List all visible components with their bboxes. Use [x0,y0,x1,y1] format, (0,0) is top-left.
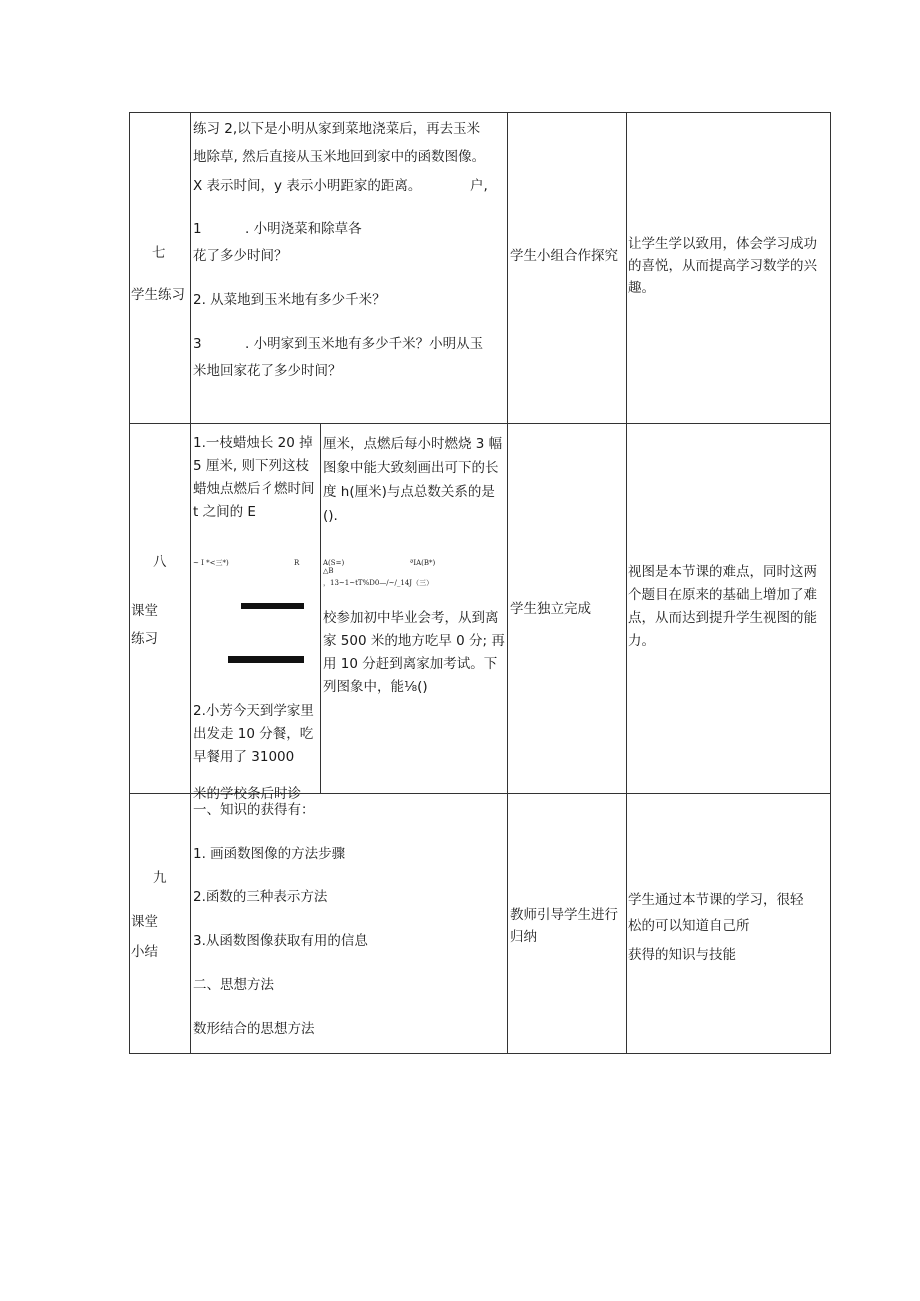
row8-label-line1: 课堂 [131,603,158,619]
row8-tiny-c: △B [323,567,334,575]
row7-q3-continuation: 米地回家花了多少时间？ [193,363,342,379]
row7-q3-number: 3 [193,336,202,352]
row8-question2-box [193,700,319,802]
row7-content-line3: X 表示时间，y 表示小明距家的距离。 [193,178,422,194]
row7-q1-text: . 小明浇菜和除草各 [245,221,362,237]
row7-label: 学生练习 [131,287,185,303]
row8-tiny-a: A(S=) [323,559,345,567]
col-divider-3 [626,112,627,1054]
row7-q3-text: . 小明家到玉米地有多少千米？小明从玉 [245,336,484,352]
row-divider-7-8 [129,423,831,424]
row9-activity: 教师引导学生进行归纳 [510,907,618,945]
row7-q1-continuation: 花了多少时间？ [193,248,288,264]
row7-content-line3-tail: 户, [470,178,488,194]
row8-question2: 2.小芳今天到学家里出发走 10 分餐，吃早餐用了 31000 [193,703,314,765]
row7-content-line1: 练习 2,以下是小明从家到菜地浇菜后，再去玉米 [193,121,481,137]
row8-activity: 学生独立完成 [510,601,591,617]
row9-label-line1: 课堂 [131,914,158,930]
row9-section1-heading: 一、知识的获得有： [193,802,315,818]
row7-purpose: 让学生学以致用，体会学习成功的喜悦，从而提高学习数学的兴趣。 [628,236,817,296]
row9-purpose-line2: 松的可以知道自己所 [628,918,750,934]
row7-activity: 学生小组合作探究 [510,248,618,264]
row9-item4: 数形结合的思想方法 [193,1021,315,1037]
row8-right-paragraph2: 校参加初中毕业会考，从到离家 500 米的地方吃早 0 分; 再用 10 分赶到离家加考试。下列图象中，能⅛() [323,610,505,695]
row9-item1: 1. 画函数图像的方法步骤 [193,846,346,862]
row9-number: 九 [153,870,167,886]
col-divider-2 [507,112,508,1054]
table-border-bottom [129,1053,831,1054]
row8-tiny-right: R [294,559,300,567]
row8-label-line2: 练习 [131,631,158,647]
row9-item2: 2.函数的三种表示方法 [193,889,328,905]
row9-purpose-line1: 学生通过本节课的学习，很轻 [628,892,804,908]
row8-question2-cutoff: 米的学校条后时诊 [193,786,301,802]
table-border-left [129,112,130,1054]
graph-bar-lower [228,656,304,663]
row7-number: 七 [152,245,166,261]
row8-purpose: 视图是本节课的难点，同时这两个题目在原来的基础上增加了难点，从而达到提升学生视图的能力。 [628,564,817,649]
row9-item3: 3.从函数图像获取有用的信息 [193,933,368,949]
table-border-top [129,112,831,113]
row7-q2: 2. 从菜地到玉米地有多少千米？ [193,292,386,308]
row9-purpose-line3: 获得的知识与技能 [628,947,736,963]
graph-bar-upper [241,603,304,609]
table-border-right [830,112,831,1054]
row8-tiny-b: ªIA(B*) [410,559,436,567]
row9-section2-heading: 二、思想方法 [193,977,274,993]
col-divider-1 [190,112,191,1054]
row8-question1: 1.一枝蜡烛长 20 掉 5 厘米, 则下列这枝蜡烛点燃后彳燃时间 t 之间的 E [193,435,315,520]
row8-right-paragraph1: 厘米，点燃后每小时燃烧 3 幅图象中能大致刻画出可下的长度 h(厘米)与点总数关系的是(). [323,436,503,524]
row7-content-line2: 地除草, 然后直接从玉米地回到家中的函数图像。 [193,149,486,165]
row8-tiny-d: ，13~1~tT%D0—/~/_14J（三） [323,579,434,587]
row8-tiny-left: ~ I *<三*) [193,559,229,567]
row8-inner-divider [320,423,321,793]
row8-number: 八 [153,554,167,570]
row7-q1-number: 1 [193,221,202,237]
row9-label-line2: 小结 [131,944,158,960]
